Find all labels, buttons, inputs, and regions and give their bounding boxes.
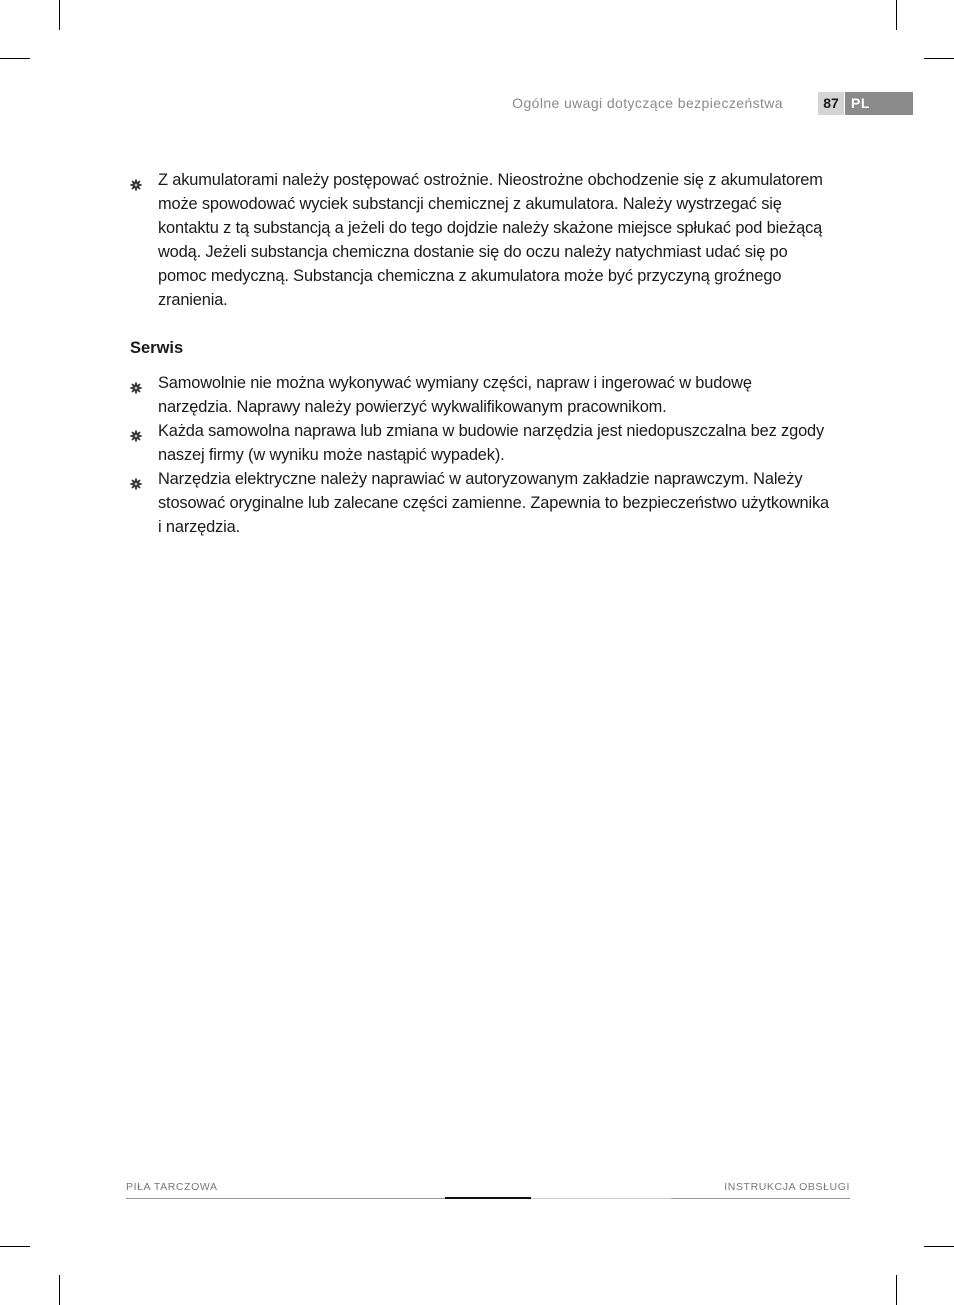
gear-bullet-icon	[130, 174, 142, 186]
crop-mark	[896, 1275, 897, 1305]
footer-product-name: PIŁA TARCZOWA	[126, 1181, 218, 1193]
list-item-text: Samowolnie nie można wykonywać wymiany części, napraw i ingerować w budowę narzędzia. Naprawy należy powierzyć wykwalifikowanym pracownikom.	[158, 374, 752, 416]
list-item	[130, 371, 830, 419]
page-number: 87	[818, 92, 844, 115]
crop-mark	[924, 1246, 954, 1247]
header-section-title: Ogólne uwagi dotyczące bezpieczeństwa	[512, 95, 783, 111]
gear-bullet-icon	[130, 377, 142, 389]
main-content	[130, 168, 830, 539]
crop-mark	[896, 0, 897, 30]
crop-mark	[59, 1275, 60, 1305]
crop-mark	[0, 1246, 30, 1247]
crop-mark	[924, 58, 954, 59]
list-item	[130, 419, 830, 467]
section-title-service: Serwis	[130, 339, 184, 357]
crop-mark	[0, 58, 30, 59]
gear-bullet-icon	[130, 473, 142, 485]
list-item-text: Każda samowolna naprawa lub zmiana w budowie narzędzia jest niedopuszczalna bez zgody naszej firmy (w wyniku może nastąpić wypadek).	[158, 422, 825, 464]
gear-bullet-icon	[130, 425, 142, 437]
footer-divider-accent	[445, 1197, 531, 1199]
service-bullet-list	[130, 371, 830, 539]
language-badge: PL	[845, 92, 913, 115]
list-item-text: Narzędzia elektryczne należy naprawiać w autoryzowanym zakładzie naprawczym. Należy stosować oryginalne lub zalecane części zamienne. Zapewnia to bezpieczeństwo użytkownika i narzędzia.	[158, 470, 830, 536]
list-item	[130, 168, 830, 312]
list-item	[130, 467, 830, 539]
footer-divider-light	[531, 1198, 671, 1199]
crop-mark	[59, 0, 60, 30]
footer-doc-type: INSTRUKCJA OBSŁUGI	[724, 1181, 850, 1193]
intro-bullet-list	[130, 168, 830, 312]
list-item-text: Z akumulatorami należy postępować ostrożnie. Nieostrożne obchodzenie się z akumulatorem może spowodować wyciek substancji chemicznej z akumulatora. Należy wystrzegać się kontaktu z tą substancją a jeżeli do tego dojdzie należy skażone miejsce spłukać pod bieżącą wodą. Jeżeli substancja chemiczna dostanie się do oczu należy natychmiast udać się po pomoc medyczną. Substancja chemiczna z akumulatora może być przyczyną groźnego zranienia.	[158, 171, 823, 309]
